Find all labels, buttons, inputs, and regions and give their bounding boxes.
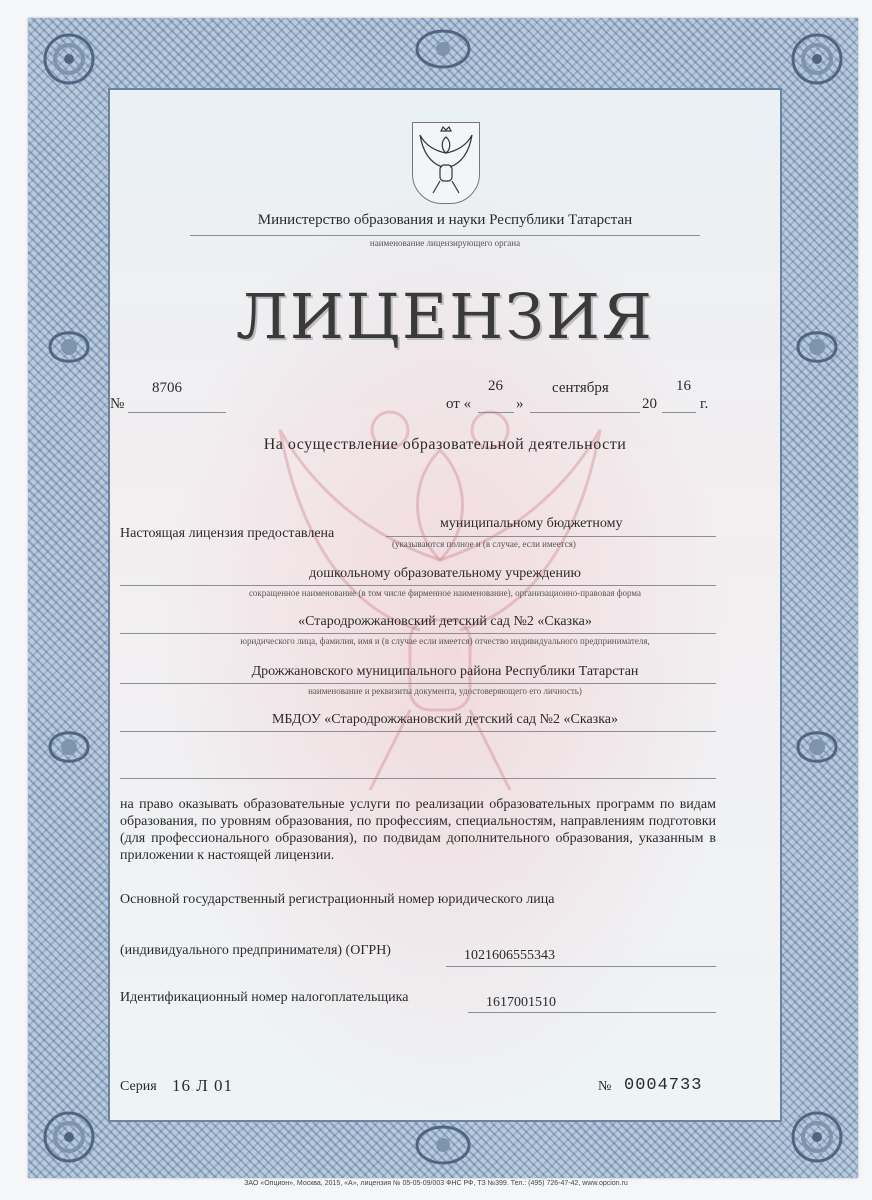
side-ornament-icon	[788, 718, 846, 776]
rights-paragraph: на право оказывать образовательные услуги по реализации образовательных программ по видам образования, по уровням образования, по профессиям, специальностям, направлениям подготовки (для профессионального образования), по подвидам дополнительного образования, указанным в приложении к настоящей лицензии.	[120, 797, 716, 863]
grantee-line5: МБДОУ «Стародрожжановский детский сад №2 «Сказка»	[271, 712, 619, 727]
date-year-prefix: 20	[642, 396, 657, 412]
side-ornament-icon	[788, 318, 846, 376]
corner-ornament-icon	[788, 30, 846, 88]
grantee-caption2: сокращенное наименование (в том числе фирменное наименование), организационно-правовая форма	[248, 588, 642, 598]
corner-ornament-icon	[40, 1108, 98, 1166]
date-day-close: »	[516, 396, 524, 412]
ogrn-value: 1021606555343	[464, 948, 555, 963]
ogrn-label2: (индивидуального предпринимателя) (ОГРН)	[120, 943, 391, 958]
series-number-sign: №	[598, 1079, 612, 1094]
number-sign: №	[110, 396, 125, 412]
ministry-name: Министерство образования и науки Республики Татарстан	[257, 212, 633, 228]
license-purpose: На осуществление образовательной деятельности	[263, 436, 627, 453]
footer-imprint: ЗАО «Опцион», Москва, 2015, «А», лицензия № 05-05-09/003 ФНС РФ, ТЗ №399. Тел.: (495) 726-47-42, www.opcion.ru	[244, 1180, 628, 1187]
ministry-caption: наименование лицензирующего органа	[369, 238, 521, 248]
grantee-line4: Дрожжановского муниципального района Республики Татарстан	[251, 664, 639, 679]
series-number: 0004733	[624, 1076, 703, 1095]
coat-of-arms-icon	[412, 122, 480, 204]
grantee-line1: муниципальному бюджетному	[440, 516, 623, 531]
side-ornament-icon	[40, 318, 98, 376]
ogrn-label1: Основной государственный регистрационный номер юридического лица	[120, 892, 555, 907]
grantee-line2: дошкольному образовательному учреждению	[309, 566, 581, 581]
grantee-label: Настоящая лицензия предоставлена	[120, 526, 335, 541]
license-paper	[28, 18, 858, 1178]
license-number: 8706	[152, 380, 182, 396]
corner-ornament-icon	[788, 1108, 846, 1166]
grantee-line3: «Стародрожжановский детский сад №2 «Сказка»	[298, 614, 592, 629]
license-body	[108, 88, 782, 1122]
date-month: сентября	[552, 380, 609, 396]
grantee-caption1: (указываются полное и (в случае, если имеется)	[392, 539, 576, 549]
date-from-label: от «	[446, 396, 472, 412]
date-year: 16	[676, 378, 691, 394]
grantee-caption3: юридического лица, фамилия, имя и (в случае если имеется) отчество индивидуального предпринимателя,	[240, 636, 650, 646]
corner-ornament-icon	[40, 30, 98, 88]
series-value: 16 Л 01	[172, 1076, 234, 1095]
top-ornament-icon	[414, 24, 472, 74]
grantee-caption4: наименование и реквизиты документа, удостоверяющего его личность)	[308, 686, 582, 696]
bottom-ornament-icon	[414, 1120, 472, 1170]
date-year-suffix: г.	[700, 396, 709, 412]
series-label: Серия	[120, 1079, 157, 1094]
license-title: ЛИЦЕНЗИЯ	[236, 280, 654, 353]
inn-label: Идентификационный номер налогоплательщика	[120, 990, 409, 1005]
inn-value: 1617001510	[486, 995, 556, 1010]
date-day: 26	[488, 378, 503, 394]
side-ornament-icon	[40, 718, 98, 776]
